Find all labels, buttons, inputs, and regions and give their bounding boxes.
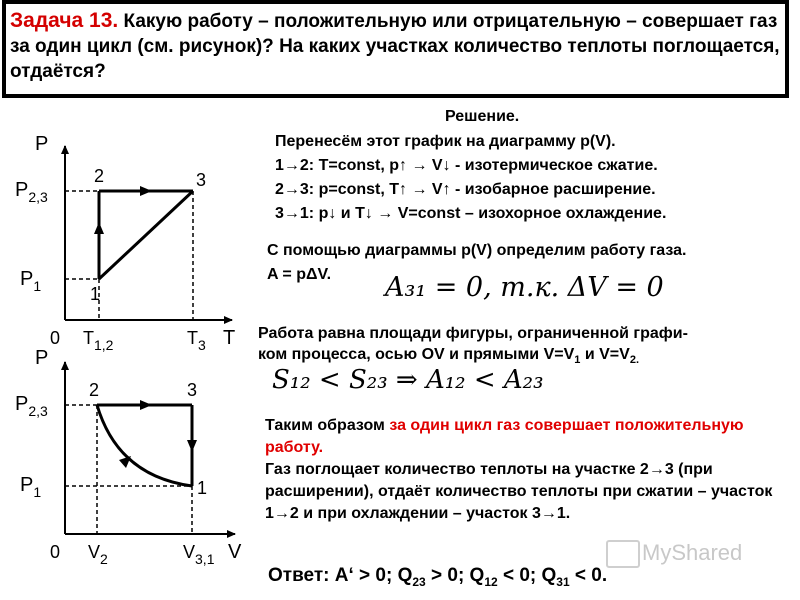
- svg-text:P1: [20, 474, 41, 500]
- pt-axis-p-label: P: [35, 133, 49, 155]
- conclusion-highlight: за один цикл газ совершает положительную работу.: [265, 417, 744, 456]
- task-question: Какую работу – положительную или отрицательную – совершает газ за один цикл (см. рисунок)? На каких участках количество теплоты поглощается, отдаётся?: [10, 11, 780, 82]
- svg-text:V2: [88, 542, 108, 567]
- answer-part: < 0.: [569, 565, 608, 586]
- pv-arrow-right-icon: [140, 400, 152, 410]
- pv-v2-label: V: [88, 542, 101, 562]
- solution-line: Перенесём этот график на диаграмму p(V).: [275, 133, 616, 150]
- pt-axis-t-label: T: [223, 327, 236, 349]
- pt-t3-label: T: [187, 328, 198, 348]
- pv-p1-label: P: [20, 474, 34, 496]
- area-text-line3: и V=V: [580, 346, 630, 363]
- pv-arrow-curve-icon: [119, 456, 131, 468]
- solution-heading: Решение.: [445, 108, 520, 125]
- pv-process-1-2: [97, 405, 192, 486]
- pt-diagram: [0, 128, 250, 352]
- answer-sub: 31: [556, 574, 570, 589]
- pt-process-3-1: [99, 191, 193, 279]
- svg-text:P2,3: [15, 179, 48, 205]
- pv-point-2-label: 2: [89, 380, 100, 400]
- work-intro: С помощью диаграммы p(V) определим работу газа.: [267, 242, 687, 259]
- answer-part: > 0; Q: [425, 565, 485, 586]
- pt-p23-label: P: [15, 179, 29, 201]
- solution-line: 2→3: p=const, T↑ → V↑ - изобарное расширение.: [275, 181, 656, 198]
- task-header-text: [10, 8, 785, 84]
- pv-point-3-label: 3: [187, 380, 198, 400]
- pv-point-1-label: 1: [197, 478, 208, 498]
- conclusion-text: [265, 415, 795, 525]
- area-text-line2: ком процесса, осью OV и прямыми V=V: [258, 346, 575, 363]
- work-formula: A = pΔV.: [267, 266, 332, 283]
- pt-origin-label: 0: [50, 328, 61, 348]
- heat-text: Газ поглощает количество теплоты на участке 2→3 (при расширении), отдаёт количество теплоты при сжатии – участок 1→2 и при охлаждении – участок 3→1.: [265, 461, 773, 522]
- pv-axis-v-label: V: [228, 541, 242, 563]
- conclusion-prefix: Таким образом: [265, 417, 390, 434]
- watermark-logo-icon: [606, 540, 640, 568]
- area-text-sub1: 1: [574, 354, 581, 367]
- solution-line: 3→1: p↓ и T↓ → V=const – изохорное охлаждение.: [275, 205, 667, 222]
- pv-arrow-down-icon: [187, 440, 197, 452]
- watermark-text: MyShared: [642, 540, 743, 565]
- pv-p23-sub: 2,3: [28, 403, 48, 419]
- answer-sub: 12: [484, 574, 498, 589]
- pv-v2-sub: 2: [100, 551, 108, 567]
- answer-part: Ответ: A‘ > 0; Q: [268, 565, 413, 586]
- pv-p1-sub: 1: [33, 484, 42, 500]
- pt-point-2-label: 2: [94, 166, 105, 186]
- task-title: Задача 13.: [10, 9, 119, 32]
- area-text-line1: Работа равна площади фигуры, ограниченной графи-: [258, 325, 688, 342]
- answer-line: [268, 565, 607, 589]
- pv-axis-p-label: P: [35, 348, 49, 369]
- pt-t12-sub: 1,2: [94, 337, 114, 352]
- pt-p23-sub: 2,3: [28, 189, 48, 205]
- pv-diagram: [0, 348, 250, 572]
- pv-p23-label: P: [15, 393, 29, 415]
- pt-arrow-up-icon: [94, 222, 104, 234]
- area-text-sub2: 2.: [629, 354, 640, 367]
- answer-sub: 23: [412, 574, 426, 589]
- area-text: [258, 323, 798, 371]
- svg-text:P2,3: [15, 393, 48, 419]
- pv-v31-label: V: [183, 542, 196, 562]
- pv-v31-sub: 3,1: [195, 551, 215, 567]
- pv-origin-label: 0: [50, 542, 61, 562]
- pt-p1-sub: 1: [33, 278, 42, 294]
- equation-a31: A₃₁ = 0, т.к. ΔV = 0: [385, 272, 664, 303]
- answer-part: < 0; Q: [497, 565, 557, 586]
- svg-text:V3,1: [183, 542, 215, 567]
- svg-text:P1: [20, 268, 41, 294]
- pt-p1-label: P: [20, 268, 34, 290]
- pt-point-3-label: 3: [196, 170, 207, 190]
- pt-t12-label: T: [83, 328, 94, 348]
- solution-line: 1→2: T=const, p↑ → V↓ - изотермическое сжатие.: [275, 157, 658, 174]
- equation-areas: S₁₂ < S₂₃ ⇒ A₁₂ < A₂₃: [272, 365, 544, 395]
- pt-point-1-label: 1: [90, 284, 101, 304]
- pt-t3-sub: 3: [198, 337, 206, 352]
- pt-arrow-right-icon: [140, 186, 152, 196]
